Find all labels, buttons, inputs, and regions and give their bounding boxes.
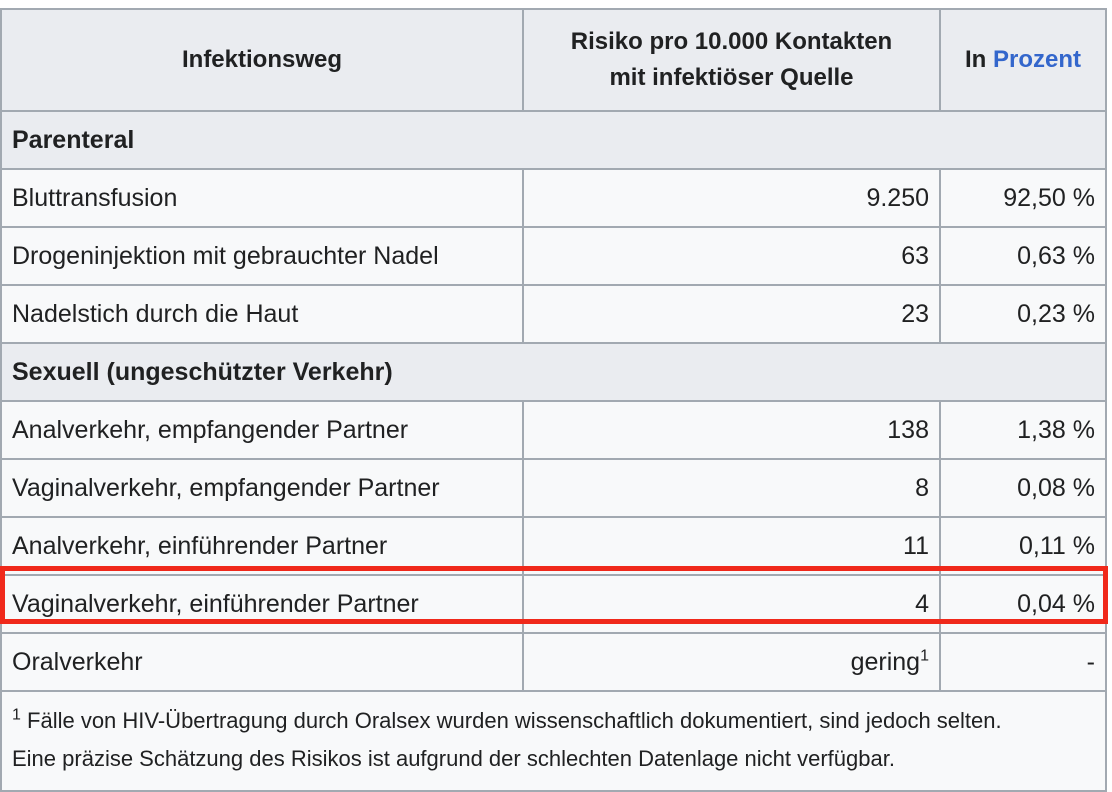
table-row: [1, 633, 1106, 691]
route-cell: Vaginalverkehr, einführender Partner: [1, 575, 523, 633]
risk-value: gering: [850, 647, 921, 676]
route-cell: Oralverkehr: [1, 633, 523, 691]
risk-cell: [523, 633, 940, 691]
header-prozent-prefix: In: [964, 46, 993, 73]
risk-cell: 8: [523, 459, 940, 517]
prozent-link[interactable]: Prozent: [992, 46, 1081, 73]
risk-cell: 23: [523, 285, 940, 343]
section-row-sexuell: [1, 343, 1106, 401]
route-cell: Bluttransfusion: [1, 169, 523, 227]
risk-cell: 9.250: [523, 169, 940, 227]
route-cell: Vaginalverkehr, empfangender Partner: [1, 459, 523, 517]
header-risiko: [523, 9, 940, 111]
header-prozent: [940, 9, 1106, 111]
risk-cell: 4: [523, 575, 940, 633]
table-row-highlighted: [1, 575, 1106, 633]
risk-table: [0, 8, 1107, 792]
table-row: [1, 169, 1106, 227]
footnote-row: [1, 691, 1106, 791]
footnote-marker: 1: [12, 706, 21, 724]
section-row-parenteral: [1, 111, 1106, 169]
footnote-ref[interactable]: 1: [920, 647, 929, 665]
footnote-line2: Eine präzise Schätzung des Risikos ist aufgrund der schlechten Datenlage nicht verfügbar.: [12, 746, 895, 771]
section-label: Sexuell (ungeschützter Verkehr): [1, 343, 1106, 401]
percent-cell: 1,38 %: [940, 401, 1106, 459]
percent-cell: 0,23 %: [940, 285, 1106, 343]
footnote-line1: Fälle von HIV-Übertragung durch Oralsex wurden wissenschaftlich dokumentiert, sind jedoch selten.: [20, 708, 1002, 733]
footnote-cell: [1, 691, 1106, 791]
route-cell: Analverkehr, empfangender Partner: [1, 401, 523, 459]
section-label: Parenteral: [1, 111, 1106, 169]
table-row: [1, 459, 1106, 517]
percent-cell: 0,08 %: [940, 459, 1106, 517]
header-risiko-line2: mit infektiöser Quelle: [609, 64, 854, 91]
table-row: [1, 227, 1106, 285]
table-row: [1, 285, 1106, 343]
header-infektionsweg: Infektionsweg: [1, 9, 523, 111]
percent-cell: 0,11 %: [940, 517, 1106, 575]
percent-cell: 0,63 %: [940, 227, 1106, 285]
risk-cell: 138: [523, 401, 940, 459]
risk-cell: 11: [523, 517, 940, 575]
percent-cell: -: [940, 633, 1106, 691]
route-cell: Analverkehr, einführender Partner: [1, 517, 523, 575]
percent-cell: 92,50 %: [940, 169, 1106, 227]
header-risiko-line1: Risiko pro 10.000 Kontakten: [570, 28, 893, 55]
table-row: [1, 401, 1106, 459]
table-row: [1, 517, 1106, 575]
risk-cell: 63: [523, 227, 940, 285]
route-cell: Nadelstich durch die Haut: [1, 285, 523, 343]
table-header-row: [1, 9, 1106, 111]
percent-cell: 0,04 %: [940, 575, 1106, 633]
route-cell: Drogeninjektion mit gebrauchter Nadel: [1, 227, 523, 285]
table-caption-cut: [0, 0, 1112, 8]
